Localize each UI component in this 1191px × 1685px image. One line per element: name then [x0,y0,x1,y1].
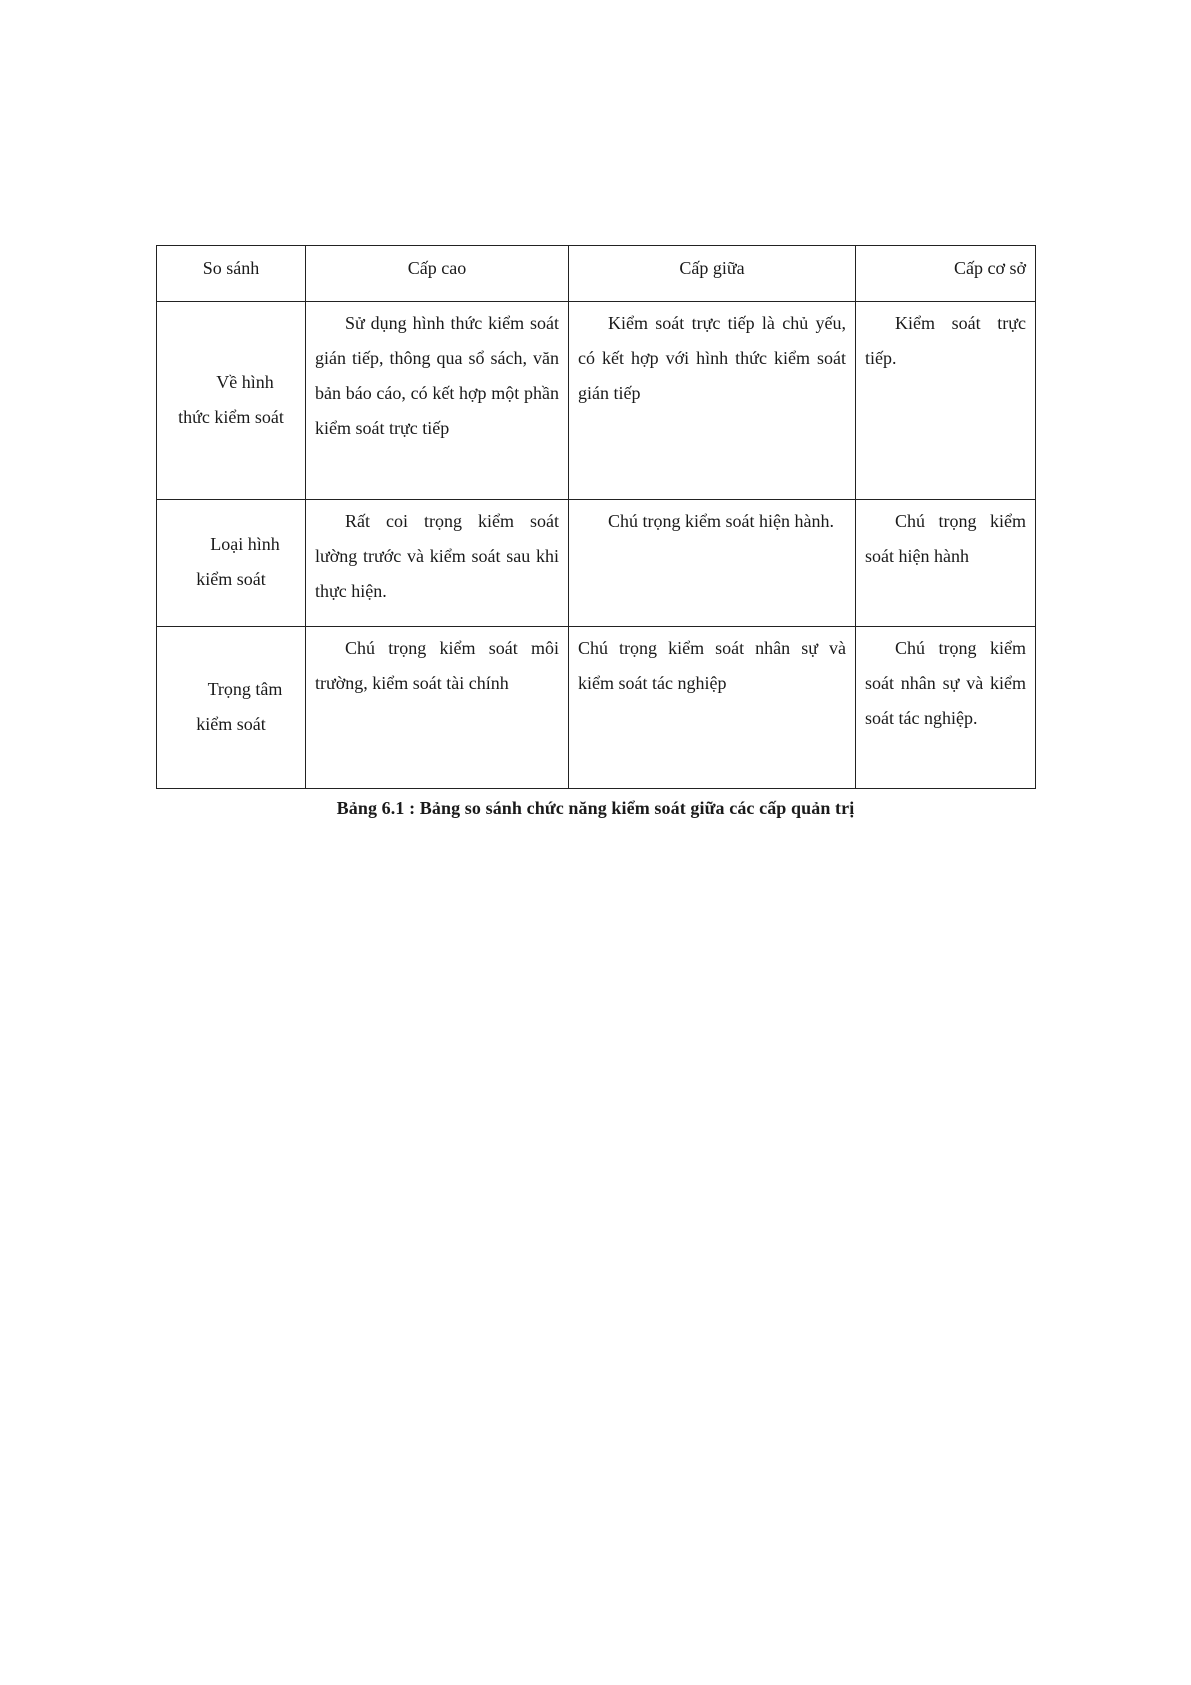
header-cell-cap-cao: Cấp cao [306,246,569,302]
table-row [157,302,1036,500]
header-cell-cap-giua: Cấp giữa [569,246,856,302]
cell-cap-cao [306,302,569,500]
table-header-row [157,246,1036,302]
cell-cap-giua [569,500,856,627]
cell-text: Chú trọng kiểm soát nhân sự và kiểm soát tác nghiệp [578,638,846,693]
header-cell-cap-co-so: Cấp cơ sở [856,246,1036,302]
row-label-line: Trọng tâm [207,678,283,699]
comparison-table [156,245,1036,789]
cell-cap-giua [569,627,856,789]
cell-text: Chú trọng kiểm soát hiện hành [865,511,1026,566]
row-label-cell [157,627,306,789]
table-row [157,500,1036,627]
cell-text: Kiểm soát trực tiếp là chủ yếu, có kết hợp với hình thức kiểm soát gián tiếp [578,313,846,403]
cell-text: Chú trọng kiểm soát hiện hành. [608,511,834,531]
cell-cap-cao [306,500,569,627]
cell-text: Chú trọng kiểm soát môi trường, kiểm soát tài chính [315,638,559,693]
row-label-line: thức kiểm soát [178,406,284,427]
row-label-line: Về hình [216,371,274,392]
cell-cap-co-so [856,500,1036,627]
cell-text: Kiểm soát trực tiếp. [865,313,1026,368]
row-label-line: kiểm soát [196,713,266,734]
cell-text: Chú trọng kiểm soát nhân sự và kiểm soát tác nghiệp. [865,638,1026,728]
cell-text: Sử dụng hình thức kiểm soát gián tiếp, thông qua sổ sách, văn bản báo cáo, có kết hợp một phần kiểm soát trực tiếp [315,313,559,438]
cell-cap-giua [569,302,856,500]
row-label-line: kiểm soát [196,569,266,589]
row-label-cell [157,500,306,627]
cell-text: Rất coi trọng kiểm soát lường trước và kiểm soát sau khi thực hiện. [315,511,559,601]
header-cell-so-sanh: So sánh [157,246,306,302]
row-label-cell [157,302,306,500]
cell-cap-co-so [856,627,1036,789]
table-caption: Bảng 6.1 : Bảng so sánh chức năng kiểm soát giữa các cấp quản trị [336,798,855,818]
row-label-line: Loại hình [210,534,280,554]
cell-cap-co-so [856,302,1036,500]
cell-cap-cao [306,627,569,789]
table-row [157,627,1036,789]
